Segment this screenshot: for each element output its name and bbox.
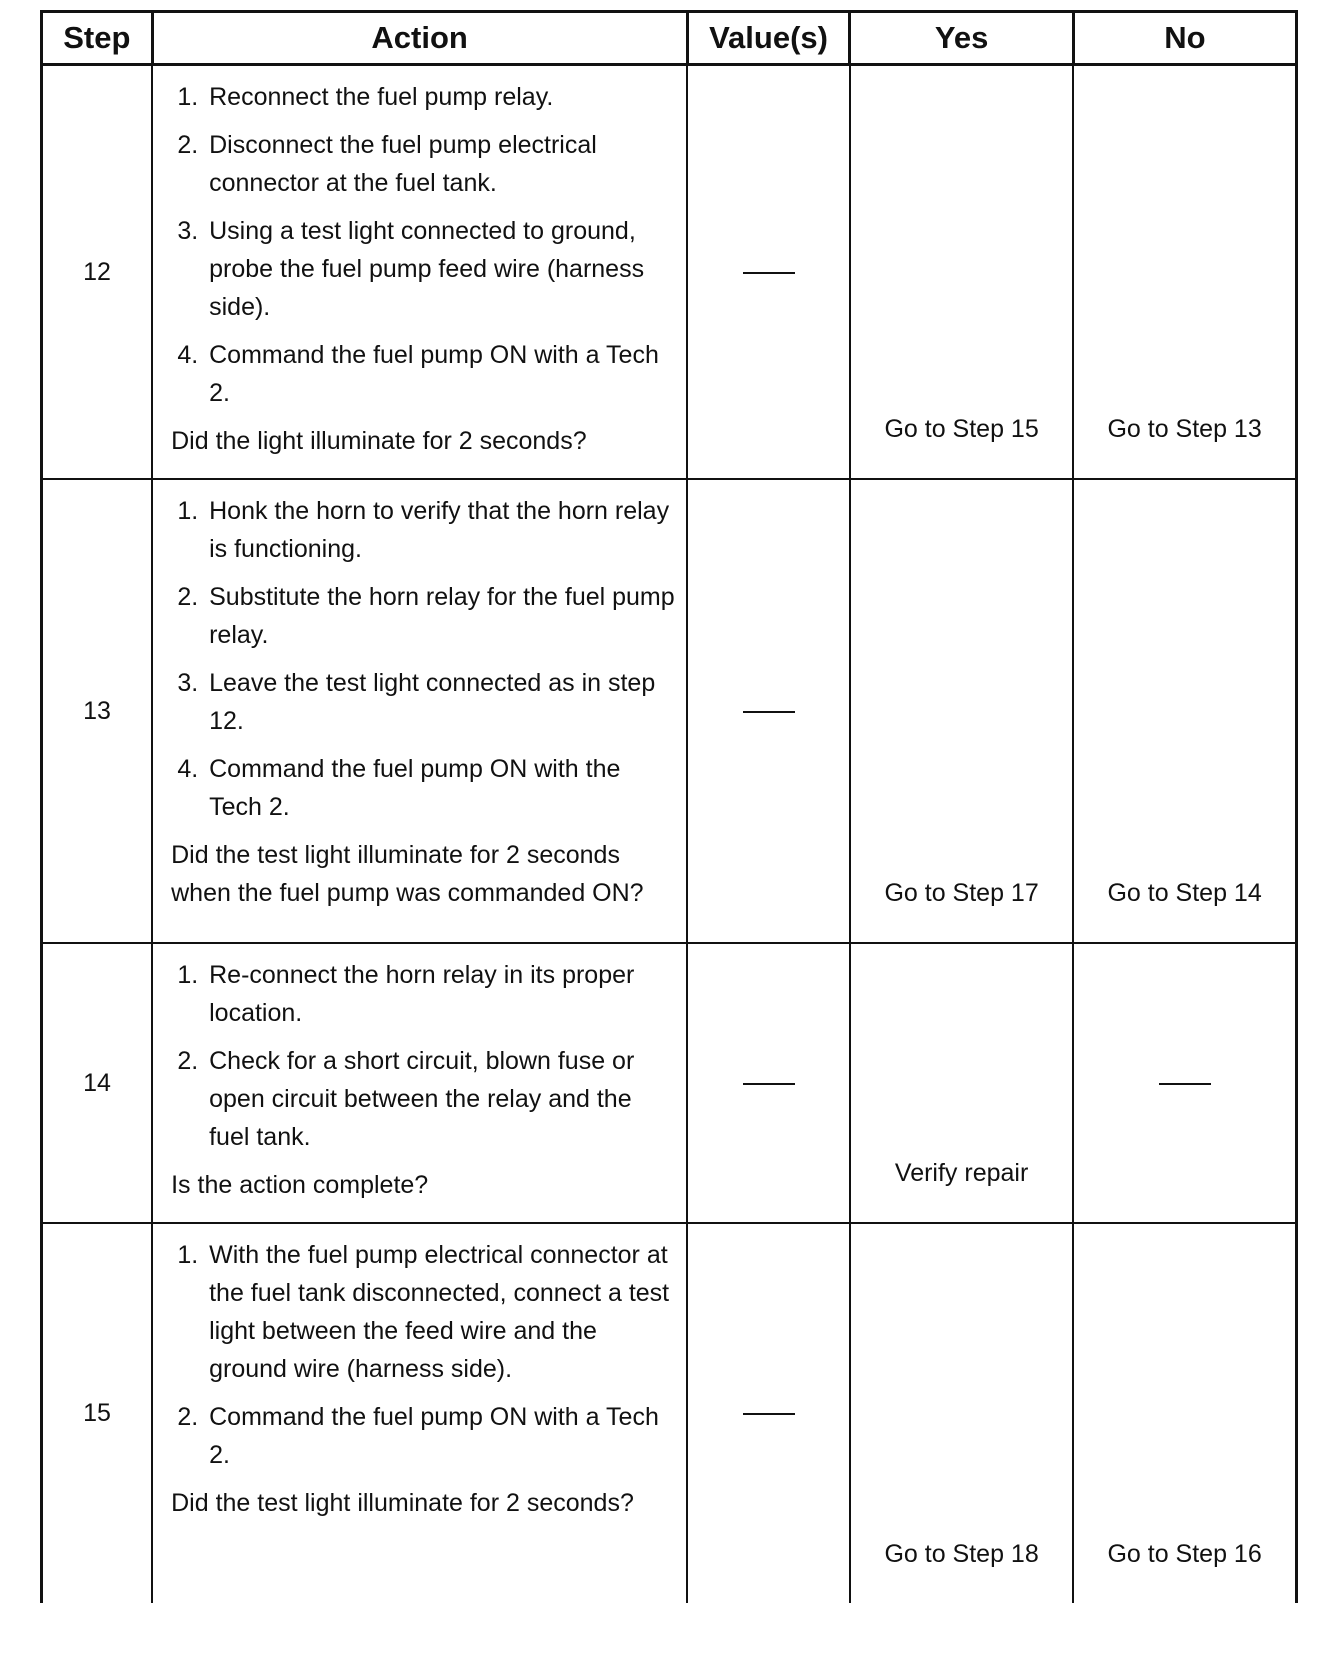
action-question: Did the test light illuminate for 2 seconds when the fuel pump was commanded ON? (171, 841, 644, 907)
step-number: 15 (42, 1223, 153, 1603)
action-step: 4. Command the fuel pump ON with the Tech 2. (205, 750, 676, 826)
no-result: Go to Step 14 (1073, 479, 1296, 943)
header-values: Value(s) (687, 12, 850, 65)
action-cell (152, 1223, 687, 1603)
value-dash (743, 1083, 795, 1085)
action-step: 3. Using a test light connected to ground, probe the fuel pump feed wire (harness side). (205, 212, 676, 326)
action-steps (153, 480, 686, 826)
header-action: Action (152, 12, 687, 65)
table-row (42, 65, 1297, 480)
yes-result: Go to Step 17 (850, 479, 1073, 943)
action-step: 1. Reconnect the fuel pump relay. (205, 78, 676, 116)
diagnostic-table (40, 10, 1298, 1603)
header-yes: Yes (850, 12, 1073, 65)
action-steps (153, 66, 686, 412)
action-cell (152, 479, 687, 943)
value-cell (687, 943, 850, 1223)
no-result-cell (1073, 943, 1296, 1223)
table-row (42, 943, 1297, 1223)
action-steps (153, 1224, 686, 1474)
action-step: 1. Re-connect the horn relay in its proper location. (205, 956, 676, 1032)
header-row (42, 12, 1297, 65)
no-result: Go to Step 13 (1073, 65, 1296, 480)
action-step: 2. Command the fuel pump ON with a Tech 2. (205, 1398, 676, 1474)
yes-result: Go to Step 15 (850, 65, 1073, 480)
action-question: Is the action complete? (171, 1171, 429, 1199)
action-steps (153, 944, 686, 1156)
value-dash (743, 1413, 795, 1415)
action-step: 2. Disconnect the fuel pump electrical connector at the fuel tank. (205, 126, 676, 202)
action-cell (152, 65, 687, 480)
header-step: Step (42, 12, 153, 65)
action-step: 2. Substitute the horn relay for the fuel pump relay. (205, 578, 676, 654)
step-number: 14 (42, 943, 153, 1223)
action-question: Did the light illuminate for 2 seconds? (171, 427, 587, 455)
yes-result: Go to Step 18 (850, 1223, 1073, 1603)
value-cell (687, 479, 850, 943)
step-number: 13 (42, 479, 153, 943)
action-step: 3. Leave the test light connected as in step 12. (205, 664, 676, 740)
action-step: 2. Check for a short circuit, blown fuse or open circuit between the relay and the fuel tank. (205, 1042, 676, 1156)
table-row (42, 479, 1297, 943)
value-cell (687, 65, 850, 480)
value-dash (743, 711, 795, 713)
value-dash (743, 272, 795, 274)
no-result: Go to Step 16 (1073, 1223, 1296, 1603)
action-step: 1. Honk the horn to verify that the horn relay is functioning. (205, 492, 676, 568)
step-number: 12 (42, 65, 153, 480)
action-cell (152, 943, 687, 1223)
action-step: 1. With the fuel pump electrical connector at the fuel tank disconnected, connect a test light between the feed wire and the ground wire (harness side). (205, 1236, 676, 1388)
yes-result: Verify repair (850, 943, 1073, 1223)
action-question: Did the test light illuminate for 2 seconds? (171, 1489, 634, 1517)
action-step: 4. Command the fuel pump ON with a Tech 2. (205, 336, 676, 412)
header-no: No (1073, 12, 1296, 65)
table-row (42, 1223, 1297, 1603)
value-cell (687, 1223, 850, 1603)
no-result-dash (1159, 1083, 1211, 1085)
